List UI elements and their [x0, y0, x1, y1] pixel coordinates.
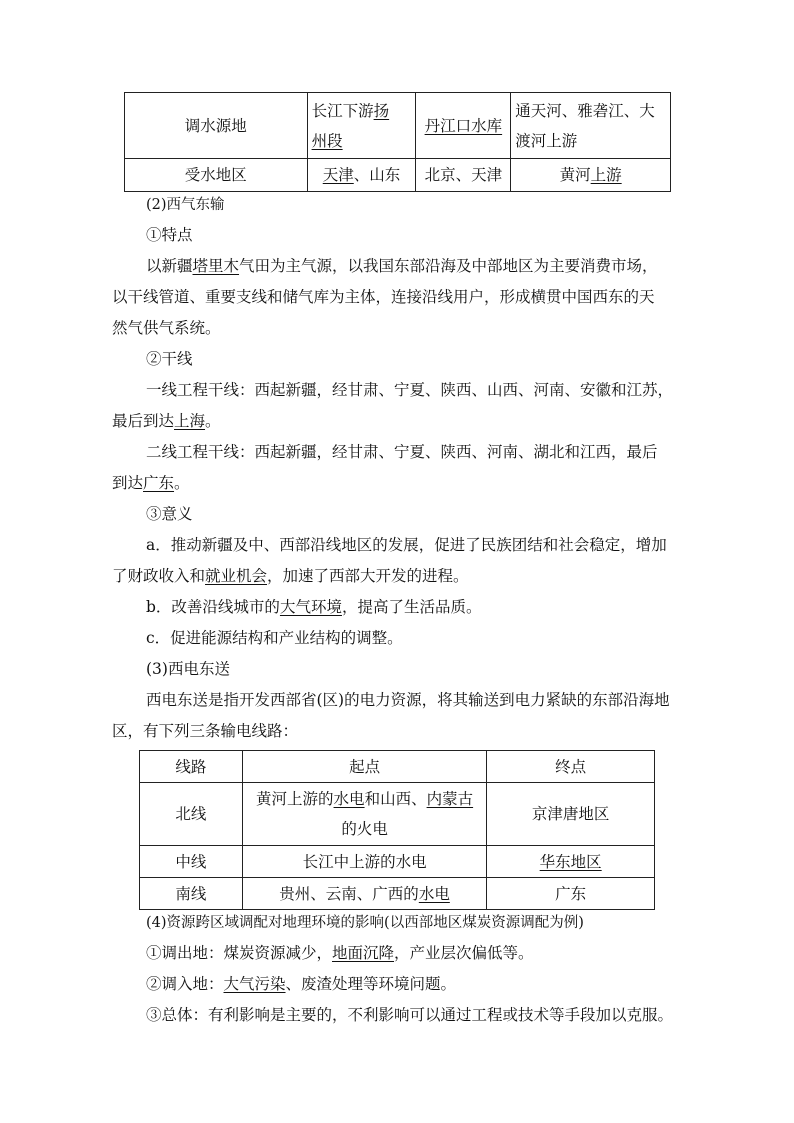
subheading-trunk: ②干线	[146, 350, 193, 368]
table-row	[140, 783, 655, 846]
paragraph-line: 了财政收入和就业机会，加速了西部大开发的进程。	[112, 567, 469, 585]
power-lines-table	[139, 750, 655, 910]
paragraph-line: 一线工程干线：西起新疆，经甘肃、宁夏、陕西、山西、河南、安徽和江苏，	[146, 381, 674, 399]
start-cell: 黄河上游的水电和山西、内蒙古 的火电	[242, 783, 487, 846]
paragraph-line: 二线工程干线：西起新疆，经甘肃、宁夏、陕西、河南、湖北和江西，最后	[146, 443, 658, 461]
section-heading-gas: (2)西气东输	[146, 197, 225, 213]
table-header-row	[140, 751, 655, 783]
paragraph-line: 以干线管道、重要支线和储气库为主体，连接沿线用户，形成横贯中国西东的天	[112, 288, 655, 306]
section-heading-impact: (4)资源跨区域调配对地理环境的影响(以西部地区煤炭资源调配为例)	[146, 915, 584, 931]
cell-text: 北京、天津	[424, 166, 503, 184]
line-cell: 南线	[140, 878, 243, 910]
cell-dest-2	[416, 159, 511, 192]
cell-text-underlined: 上游	[590, 166, 622, 184]
paragraph-line: a．推动新疆及中、西部沿线地区的发展，促进了民族团结和社会稳定，增加	[146, 536, 667, 554]
cell-dest-1	[307, 159, 416, 192]
paragraph-line: ③总体：有利影响是主要的，不利影响可以通过工程或技术等手段加以克服。	[146, 1006, 674, 1024]
table-row	[140, 878, 655, 910]
paragraph-line: 到达广东。	[112, 474, 190, 492]
table-row	[125, 159, 671, 192]
end-cell: 华东地区	[487, 846, 655, 878]
paragraph-line: b．改善沿线城市的大气环境，提高了生活品质。	[146, 598, 482, 616]
subheading-meaning: ③意义	[146, 505, 193, 523]
section-heading-power: (3)西电东送	[146, 660, 230, 678]
cell-text: 、山东	[353, 166, 401, 184]
cell-text-underlined: 扬	[373, 101, 390, 120]
table-row	[125, 93, 671, 159]
header-cell: 线路	[140, 751, 243, 783]
cell-text: 长江下游	[311, 101, 374, 120]
cell-text-underlined: 丹江口水库	[424, 116, 503, 135]
cell-text: 黄河	[559, 166, 591, 184]
paragraph-line: ②调入地：大气污染、废渣处理等环境问题。	[146, 975, 457, 993]
table-row	[140, 846, 655, 878]
cell-source-2	[416, 93, 511, 159]
paragraph-line: c．促进能源结构和产业结构的调整。	[146, 629, 403, 647]
paragraph-line: 最后到达上海。	[112, 412, 221, 430]
cell-dest-3	[511, 159, 671, 192]
water-transfer-table	[124, 92, 671, 192]
start-cell: 长江中上游的水电	[242, 846, 487, 878]
paragraph-line: ①调出地：煤炭资源减少，地面沉降，产业层次偏低等。	[146, 944, 534, 962]
row-label: 调水源地	[125, 93, 308, 159]
paragraph-line: 以新疆塔里木气田为主气源，以我国东部沿海及中部地区为主要消费市场，	[146, 257, 658, 275]
row-label: 受水地区	[125, 159, 308, 192]
cell-text-underlined: 天津	[322, 166, 354, 184]
header-cell: 终点	[487, 751, 655, 783]
cell-text-underlined: 州段	[311, 131, 343, 150]
header-cell: 起点	[242, 751, 487, 783]
cell-source-1	[307, 93, 416, 159]
paragraph-line: 然气供气系统。	[112, 319, 221, 337]
paragraph-line: 区，有下列三条输电线路：	[112, 722, 299, 740]
end-cell: 京津唐地区	[487, 783, 655, 846]
cell-text: 渡河上游	[515, 131, 578, 150]
start-cell: 贵州、云南、广西的水电	[242, 878, 487, 910]
end-cell: 广东	[487, 878, 655, 910]
cell-source-3	[511, 93, 671, 159]
line-cell: 中线	[140, 846, 243, 878]
paragraph-line: 西电东送是指开发西部省(区)的电力资源，将其输送到电力紧缺的东部沿海地	[146, 691, 670, 709]
cell-text: 通天河、雅砻江、大	[515, 101, 655, 120]
subheading-features: ①特点	[146, 226, 193, 244]
line-cell: 北线	[140, 783, 243, 846]
